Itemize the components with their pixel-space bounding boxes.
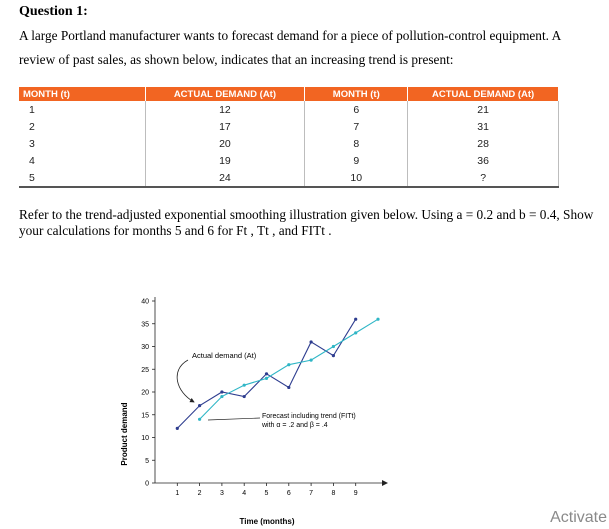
y-tick-label: 15 bbox=[141, 412, 149, 420]
forecast-point bbox=[310, 359, 313, 362]
x-tick-label: 2 bbox=[197, 490, 202, 497]
x-tick-label: 4 bbox=[242, 490, 247, 497]
intro-paragraph: A large Portland manufacturer wants to forecast demand for a piece of pollution-control equipment. A review of past sales, as shown below, indicates that an increasing trend is present: bbox=[19, 28, 561, 67]
question-title: Question 1: bbox=[19, 4, 88, 19]
demand-chart bbox=[0, 280, 420, 529]
activate-watermark: Activate bbox=[550, 509, 607, 526]
forecast-point bbox=[376, 318, 379, 321]
forecast-label-pointer bbox=[208, 418, 260, 420]
actual-demand-point bbox=[310, 340, 313, 343]
header-month-1: MONTH (t) bbox=[19, 87, 145, 101]
cell: 28 bbox=[408, 135, 559, 152]
y-tick-label: 30 bbox=[141, 344, 149, 351]
actual-demand-point bbox=[176, 427, 179, 430]
forecast-point bbox=[332, 345, 335, 348]
x-tick-label: 3 bbox=[219, 490, 224, 497]
x-tick-label: 8 bbox=[331, 490, 336, 497]
cell: 9 bbox=[305, 152, 408, 169]
y-tick-label: 35 bbox=[141, 321, 149, 329]
header-month-2: MONTH (t) bbox=[305, 87, 408, 101]
forecast-point bbox=[220, 395, 223, 398]
cell: 19 bbox=[145, 152, 305, 169]
cell: 6 bbox=[305, 101, 408, 118]
actual-demand-arrow bbox=[177, 360, 194, 402]
x-axis-arrowhead bbox=[382, 480, 388, 486]
cell: 31 bbox=[408, 118, 559, 135]
cell: 36 bbox=[408, 152, 559, 169]
table-row bbox=[19, 101, 559, 118]
chart-annotations bbox=[177, 351, 356, 429]
actual-demand-point bbox=[354, 318, 357, 321]
cell: 17 bbox=[145, 118, 305, 135]
x-tick-label: 5 bbox=[264, 490, 269, 497]
x-tick-label: 1 bbox=[175, 490, 180, 497]
cell: 12 bbox=[145, 101, 305, 118]
header-demand-2: ACTUAL DEMAND (At) bbox=[408, 87, 559, 101]
cell: 1 bbox=[19, 101, 145, 118]
header-demand-1: ACTUAL DEMAND (At) bbox=[145, 87, 305, 101]
x-tick-label: 7 bbox=[309, 490, 314, 497]
y-tick-label: 40 bbox=[141, 298, 149, 306]
forecast-label-line2: with α = .2 and β = .4 bbox=[262, 422, 328, 429]
cell: 10 bbox=[305, 169, 408, 187]
actual-demand-point bbox=[287, 386, 290, 389]
actual-demand-point bbox=[332, 354, 335, 357]
cell: 7 bbox=[305, 118, 408, 135]
actual-demand-label: Actual demand (At) bbox=[192, 351, 257, 360]
forecast-line bbox=[200, 319, 378, 419]
table-row bbox=[19, 135, 559, 152]
cell: 24 bbox=[145, 169, 305, 187]
cell: 21 bbox=[408, 101, 559, 118]
actual-demand-point bbox=[198, 404, 201, 407]
actual-demand-point bbox=[265, 372, 268, 375]
x-tick-label: 6 bbox=[286, 490, 291, 497]
actual-demand-point bbox=[220, 390, 223, 393]
forecast-point bbox=[243, 384, 246, 387]
cell: 2 bbox=[19, 118, 145, 135]
table-row bbox=[19, 152, 559, 169]
y-axis-label: Product demand bbox=[120, 402, 129, 466]
forecast-point bbox=[265, 377, 268, 380]
y-tick-label: 25 bbox=[141, 366, 149, 374]
table-row bbox=[19, 118, 559, 135]
actual-demand-point bbox=[243, 395, 246, 398]
instruction-paragraph: Refer to the trend-adjusted exponential smoothing illustration given below. Using a = 0.2 and b = 0.4, Show your calculations for months 5 and 6 for Ft , Tt , and FITt . bbox=[19, 207, 594, 238]
table-header-row bbox=[19, 87, 559, 101]
forecast-point bbox=[287, 363, 290, 366]
forecast-point bbox=[198, 418, 201, 421]
y-tick-label: 5 bbox=[145, 457, 149, 465]
cell: 3 bbox=[19, 135, 145, 152]
cell: 20 bbox=[145, 135, 305, 152]
x-axis-label: Time (months) bbox=[239, 517, 295, 526]
forecast-point bbox=[354, 331, 357, 334]
cell: ? bbox=[408, 169, 559, 187]
cell: 5 bbox=[19, 169, 145, 187]
cell: 8 bbox=[305, 135, 408, 152]
demand-table bbox=[19, 87, 559, 188]
cell: 4 bbox=[19, 152, 145, 169]
y-tick-label: 0 bbox=[145, 480, 149, 488]
forecast-label-line1: Forecast including trend (FITt) bbox=[262, 413, 356, 420]
x-tick-label: 9 bbox=[353, 490, 358, 497]
y-tick-label: 20 bbox=[141, 389, 149, 397]
y-tick-label: 10 bbox=[141, 435, 149, 442]
table-row bbox=[19, 169, 559, 187]
